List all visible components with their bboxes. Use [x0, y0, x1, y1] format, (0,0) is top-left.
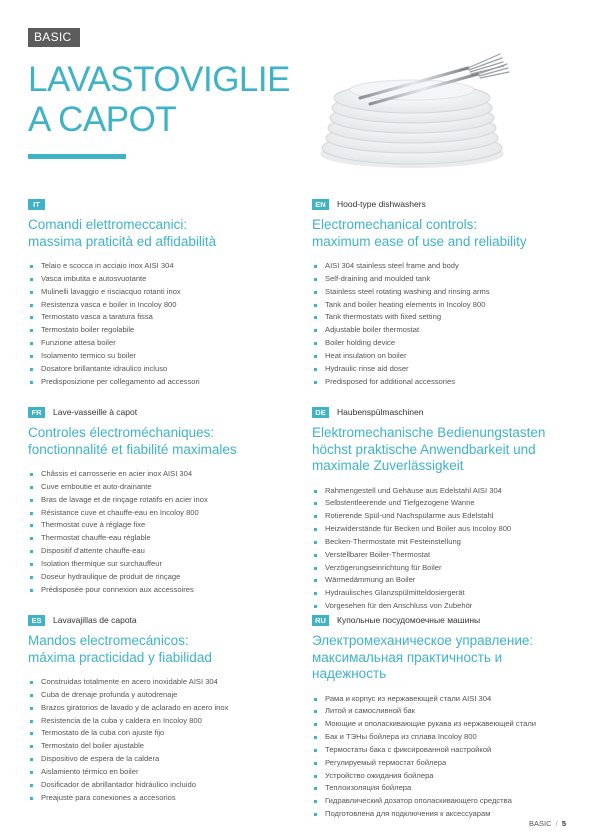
list-item: Construidas totalmente en acero inoxidable AISI 304 — [28, 676, 298, 689]
feature-list-de — [312, 485, 574, 613]
list-item: Resistencia de la cuba y caldera en Incoloy 800 — [28, 715, 298, 728]
list-item: Rahmengestell und Gehäuse aus Edelstahl AISI 304 — [312, 485, 574, 498]
list-item: Bras de lavage et de rinçage rotatifs en acier inox — [28, 494, 298, 507]
list-item: Теплоизоляция бойлера — [312, 782, 574, 795]
section-it — [28, 199, 298, 388]
list-item: Dispositif d'attente chauffe-eau — [28, 545, 298, 558]
list-item: AISI 304 stainless steel frame and body — [312, 260, 574, 273]
feature-list-ru — [312, 693, 574, 821]
list-item: Résistance cuve et chauffe-eau en Incoloy 800 — [28, 507, 298, 520]
list-item: Termostato vasca a taratura fissa — [28, 311, 298, 324]
list-item: Selbstentleerende und Tiefgezogene Wanne — [312, 497, 574, 510]
list-item: Подготовлена для подключения к аксессуарам — [312, 808, 574, 821]
list-item: Boiler holding device — [312, 337, 574, 350]
list-item: Tank thermostats with fixed setting — [312, 311, 574, 324]
language-badge-es: ES — [28, 615, 45, 626]
list-item: Регулируемый термостат бойлера — [312, 757, 574, 770]
list-item: Verzögerungseinrichtung für Boiler — [312, 562, 574, 575]
list-item: Heizwiderstände für Becken und Boiler aus Incoloy 800 — [312, 523, 574, 536]
section-subtitle-de: Haubenspülmaschinen — [337, 407, 424, 417]
section-title-fr: Controles électroméchaniques: fonctionnalité et fiabilité maximales — [28, 425, 237, 457]
list-item: Isolation thermique sur surchauffeur — [28, 558, 298, 571]
list-item: Устройство ожидания бойлера — [312, 770, 574, 783]
list-item: Predisposizione per collegamento ad accessori — [28, 376, 298, 389]
page-title — [28, 60, 298, 140]
list-item: Mulinelli lavaggio e risciacquo rotanti inox — [28, 286, 298, 299]
list-item: Wärmedämmung an Boiler — [312, 574, 574, 587]
list-item: Brazos giratorios de lavado y de aclarado en acero inox — [28, 702, 298, 715]
section-ru — [312, 615, 574, 821]
list-item: Thermostat chauffe-eau réglable — [28, 532, 298, 545]
feature-list-fr — [28, 468, 298, 596]
list-item: Dispositivo de espera de la caldera — [28, 753, 298, 766]
section-title-it: Comandi elettromeccanici: massima praticità ed affidabilità — [28, 217, 217, 249]
list-item: Vorgesehen für den Anschluss von Zubehör — [312, 600, 574, 613]
plates-image — [300, 20, 520, 180]
list-item: Cuba de drenaje profunda y autodrenaje — [28, 689, 298, 702]
list-item: Preajuste para conexiones a accesorios — [28, 792, 298, 805]
list-item: Cuve emboutie et auto-drainante — [28, 481, 298, 494]
list-item: Tank and boiler heating elements in Incoloy 800 — [312, 299, 574, 312]
list-item: Rotierende Spül-und Nachspülarme aus Edelstahl — [312, 510, 574, 523]
list-item: Termostato del boiler ajustable — [28, 740, 298, 753]
list-item: Resistenza vasca e boiler in Incoloy 800 — [28, 299, 298, 312]
list-item: Рама и корпус из нержавеющей стали AISI 304 — [312, 693, 574, 706]
list-item: Hydraulisches Glanzspülmitteldosiergerät — [312, 587, 574, 600]
list-item: Termostato de la cuba con ajuste fijo — [28, 727, 298, 740]
feature-list-it — [28, 260, 298, 388]
list-item: Isolamento termico su boiler — [28, 350, 298, 363]
section-title-es: Mandos electromecánicos: máxima practicidad y fiabilidad — [28, 633, 212, 665]
language-badge-ru: RU — [312, 615, 329, 626]
list-item: Бак и ТЭНы бойлера из сплава Incoloy 800 — [312, 731, 574, 744]
list-item: Adjustable boiler thermostat — [312, 324, 574, 337]
list-item: Châssis et carrosserie en acier inox AISI 304 — [28, 468, 298, 481]
page-title-line-2: A CAPOT — [28, 100, 177, 139]
list-item: Prédisposée pour connexion aux accessoires — [28, 584, 298, 597]
section-subtitle-fr: Lave-vasseille à capot — [53, 407, 138, 417]
feature-list-es — [28, 676, 298, 804]
language-badge-it: IT — [28, 199, 45, 210]
list-item: Литой и самосливной бак — [312, 705, 574, 718]
list-item: Dosatore brillantante idraulico incluso — [28, 363, 298, 376]
page-footer — [529, 819, 566, 828]
list-item: Verstellbarer Boiler-Thermostat — [312, 549, 574, 562]
list-item: Thermostat cuve à réglage fixe — [28, 519, 298, 532]
list-item: Heat insulation on boiler — [312, 350, 574, 363]
list-item: Telaio e scocca in acciaio inox AISI 304 — [28, 260, 298, 273]
list-item: Vasca imbutita e autosvuotante — [28, 273, 298, 286]
list-item: Predisposed for additional accessories — [312, 376, 574, 389]
section-subtitle-en: Hood-type dishwashers — [337, 199, 426, 209]
list-item: Stainless steel rotating washing and rinsing arms — [312, 286, 574, 299]
footer-label: BASIC — [529, 819, 552, 828]
category-tag: BASIC — [28, 28, 80, 47]
page-number: 5 — [561, 819, 566, 828]
list-item: Dosificador de abrillantador hidráulico incluido — [28, 779, 298, 792]
title-underline — [28, 154, 126, 159]
list-item: Aislamiento térmico en boiler — [28, 766, 298, 779]
section-title-en: Electromechanical controls: maximum ease of use and reliability — [312, 217, 527, 249]
language-badge-fr: FR — [28, 407, 45, 418]
list-item: Hydraulic rinse aid doser — [312, 363, 574, 376]
list-item: Self-draining and moulded tank — [312, 273, 574, 286]
section-subtitle-es: Lavavajillas de capota — [53, 615, 137, 625]
list-item: Becken-Thermostate mit Festeinstellung — [312, 536, 574, 549]
section-fr — [28, 407, 298, 596]
section-subtitle-ru: Купольные посудомоечные машины — [337, 615, 481, 625]
section-title-de: Elektromechanische Bedienungstasten höchst praktische Anwendbarkeit und maximale Zuverlässigkeit — [312, 425, 546, 473]
section-title-ru: Электромеханическое управление: максимальная практичность и надежность — [312, 633, 534, 681]
section-en — [312, 199, 574, 388]
list-item: Termostato boiler regolabile — [28, 324, 298, 337]
list-item: Термостаты бака с фиксированной настройкой — [312, 744, 574, 757]
footer-separator: / — [555, 819, 558, 828]
list-item: Моющие и ополаскивающие рукава из нержавеющей стали — [312, 718, 574, 731]
section-es — [28, 615, 298, 804]
feature-list-en — [312, 260, 574, 388]
language-badge-en: EN — [312, 199, 329, 210]
language-badge-de: DE — [312, 407, 329, 418]
list-item: Гидравлический дозатор ополаскивающего средства — [312, 795, 574, 808]
page-title-line-1: LAVASTOVIGLIE — [28, 60, 290, 99]
list-item: Funzione attesa boiler — [28, 337, 298, 350]
list-item: Doseur hydraulique de produit de rinçage — [28, 571, 298, 584]
section-de — [312, 407, 574, 613]
